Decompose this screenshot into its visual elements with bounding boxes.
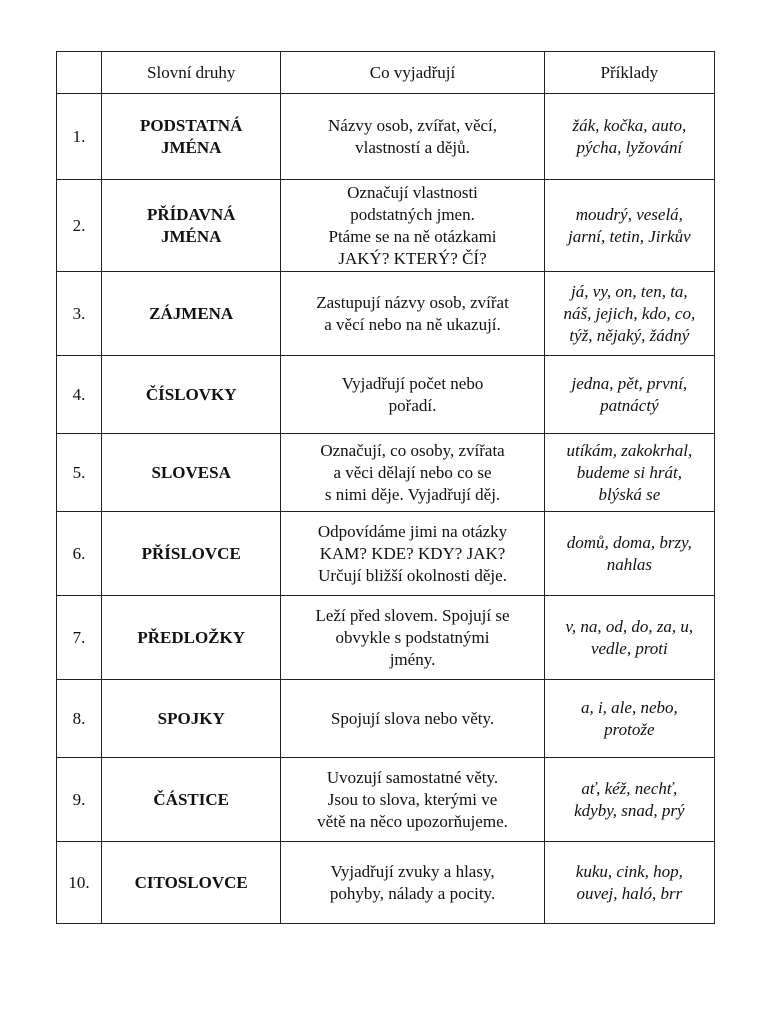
table-row [57,680,715,758]
header-meaning: Co vyjadřují [281,52,544,94]
row-number: 2. [57,180,102,272]
header-word-class: Slovní druhy [102,52,281,94]
word-class-name: PŘÍDAVNÁ JMÉNA [102,180,281,272]
word-class-name: ČÁSTICE [102,758,281,842]
row-number: 3. [57,272,102,356]
word-class-examples: jedna, pět, první, patnáctý [544,356,714,434]
word-class-meaning: Názvy osob, zvířat, věcí, vlastností a dějů. [281,94,544,180]
word-class-examples: kuku, cink, hop, ouvej, haló, brr [544,842,714,924]
table-row [57,356,715,434]
word-classes-table [56,51,715,924]
word-class-examples: v, na, od, do, za, u, vedle, proti [544,596,714,680]
word-class-examples: já, vy, on, ten, ta, náš, jejich, kdo, co, týž, nějaký, žádný [544,272,714,356]
table-row [57,512,715,596]
table-row [57,94,715,180]
word-class-examples: ať, kéž, nechť, kdyby, snad, prý [544,758,714,842]
word-class-examples: a, i, ale, nebo, protože [544,680,714,758]
row-number: 5. [57,434,102,512]
word-class-name: SPOJKY [102,680,281,758]
row-number: 4. [57,356,102,434]
word-class-examples: moudrý, veselá, jarní, tetin, Jirkův [544,180,714,272]
word-class-examples: domů, doma, brzy, nahlas [544,512,714,596]
word-class-meaning: Vyjadřují počet nebo pořadí. [281,356,544,434]
word-class-meaning: Odpovídáme jimi na otázky KAM? KDE? KDY? JAK? Určují bližší okolnosti děje. [281,512,544,596]
word-class-name: ČÍSLOVKY [102,356,281,434]
row-number: 1. [57,94,102,180]
word-class-meaning: Zastupují názvy osob, zvířat a věcí nebo na ně ukazují. [281,272,544,356]
row-number: 6. [57,512,102,596]
table-header-row [57,52,715,94]
word-class-meaning: Spojují slova nebo věty. [281,680,544,758]
word-class-name: PODSTATNÁ JMÉNA [102,94,281,180]
table-row [57,434,715,512]
word-class-name: PŘÍSLOVCE [102,512,281,596]
row-number: 9. [57,758,102,842]
word-class-meaning: Leží před slovem. Spojují se obvykle s podstatnými jmény. [281,596,544,680]
row-number: 7. [57,596,102,680]
word-class-examples: žák, kočka, auto, pýcha, lyžování [544,94,714,180]
table-row [57,758,715,842]
word-class-meaning: Uvozují samostatné věty. Jsou to slova, kterými ve větě na něco upozorňujeme. [281,758,544,842]
word-class-name: PŘEDLOŽKY [102,596,281,680]
table-row [57,272,715,356]
word-class-name: CITOSLOVCE [102,842,281,924]
word-class-meaning: Označují vlastnosti podstatných jmen. Ptáme se na ně otázkami JAKÝ? KTERÝ? ČÍ? [281,180,544,272]
word-class-name: ZÁJMENA [102,272,281,356]
row-number: 10. [57,842,102,924]
word-class-name: SLOVESA [102,434,281,512]
word-class-examples: utíkám, zakokrhal, budeme si hrát, blýská se [544,434,714,512]
table-row [57,180,715,272]
table-row [57,596,715,680]
table-row [57,842,715,924]
header-number [57,52,102,94]
header-examples: Příklady [544,52,714,94]
word-class-meaning: Vyjadřují zvuky a hlasy, pohyby, nálady a pocity. [281,842,544,924]
word-class-meaning: Označují, co osoby, zvířata a věci dělají nebo co se s nimi děje. Vyjadřují děj. [281,434,544,512]
row-number: 8. [57,680,102,758]
